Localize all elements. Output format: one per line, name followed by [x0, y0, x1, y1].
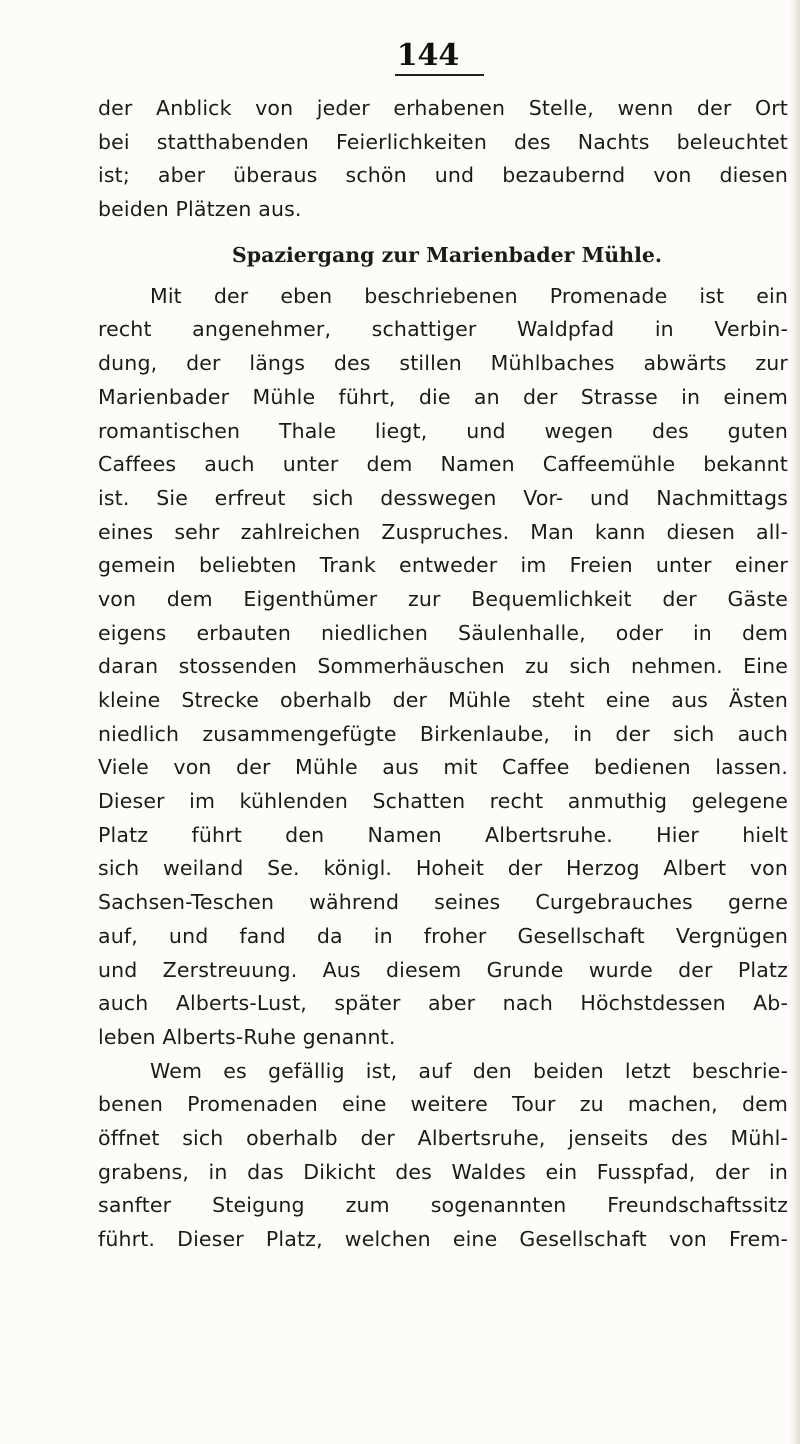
text-line: Caffees auch unter dem Namen Caffeemühle bekannt	[98, 452, 788, 477]
text-line: Mit der eben beschriebenen Promenade ist ein	[150, 283, 788, 308]
page-number: 144	[396, 38, 460, 73]
text-line: grabens, in das Dikicht des Waldes ein Fusspfad, der in	[98, 1159, 788, 1184]
intro-paragraph	[98, 92, 788, 227]
text-line: und Zerstreuung. Aus diesem Grunde wurde der Platz	[98, 957, 788, 982]
text-line: Platz führt den Namen Albertsruhe. Hier hielt	[98, 822, 788, 847]
text-line: ist; aber überaus schön und bezaubernd von diesen	[98, 163, 788, 188]
text-line: eigens erbauten niedlichen Säulenhalle, oder in dem	[98, 620, 788, 645]
text-line: Dieser im kühlenden Schatten recht anmuthig gelegene	[98, 789, 788, 814]
text-line: öffnet sich oberhalb der Albertsruhe, jenseits des Mühl-	[98, 1125, 788, 1150]
section-paragraph-2	[98, 1055, 788, 1257]
text-line: von dem Eigenthümer zur Bequemlichkeit der Gäste	[98, 586, 788, 611]
text-line: beiden Plätzen aus.	[98, 197, 302, 222]
page-number-underline	[395, 74, 484, 76]
body-text	[98, 92, 788, 1257]
text-line: bei statthabenden Feierlichkeiten des Nachts beleuchtet	[98, 129, 788, 154]
text-line: Wem es gefällig ist, auf den beiden letzt beschrie-	[150, 1058, 788, 1083]
text-line: kleine Strecke oberhalb der Mühle steht eine aus Ästen	[98, 688, 788, 712]
text-line: auf, und fand da in froher Gesellschaft Vergnügen	[98, 923, 788, 948]
text-line: dung, der längs des stillen Mühlbaches abwärts zur	[98, 351, 788, 376]
section-heading: Spaziergang zur Marienbader Mühle.	[231, 242, 663, 267]
text-line: sanfter Steigung zum sogenannten Freundschaftssitz	[98, 1193, 788, 1218]
section-paragraph-1	[98, 280, 788, 1055]
text-line: führt. Dieser Platz, welchen eine Gesellschaft von Frem-	[98, 1227, 788, 1251]
text-line: auch Alberts-Lust, später aber nach Höchstdessen Ab-	[98, 991, 788, 1016]
page-edge-shadow	[790, 0, 800, 1444]
text-line: ist. Sie erfreut sich desswegen Vor- und Nachmittags	[98, 485, 788, 510]
text-line: Sachsen-Teschen während seines Curgebrauches gerne	[98, 890, 788, 915]
text-line: daran stossenden Sommerhäuschen zu sich nehmen. Eine	[98, 654, 788, 679]
text-line: recht angenehmer, schattiger Waldpfad in Verbin-	[98, 317, 788, 342]
text-line: der Anblick von jeder erhabenen Stelle, wenn der Ort	[98, 96, 788, 120]
text-line: leben Alberts-Ruhe genannt.	[98, 1024, 396, 1049]
text-line: niedlich zusammengefügte Birkenlaube, in der sich auch	[98, 721, 788, 746]
text-line: sich weiland Se. königl. Hoheit der Herzog Albert von	[98, 856, 788, 881]
text-line: eines sehr zahlreichen Zuspruches. Man kann diesen all-	[98, 519, 788, 544]
text-line: romantischen Thale liegt, und wegen des guten	[98, 418, 788, 443]
text-line: Marienbader Mühle führt, die an der Strasse in einem	[98, 384, 788, 409]
text-line: Viele von der Mühle aus mit Caffee bedienen lassen.	[98, 755, 788, 780]
text-line: gemein beliebten Trank entweder im Freien unter einer	[98, 553, 788, 578]
text-line: benen Promenaden eine weitere Tour zu machen, dem	[98, 1092, 788, 1117]
